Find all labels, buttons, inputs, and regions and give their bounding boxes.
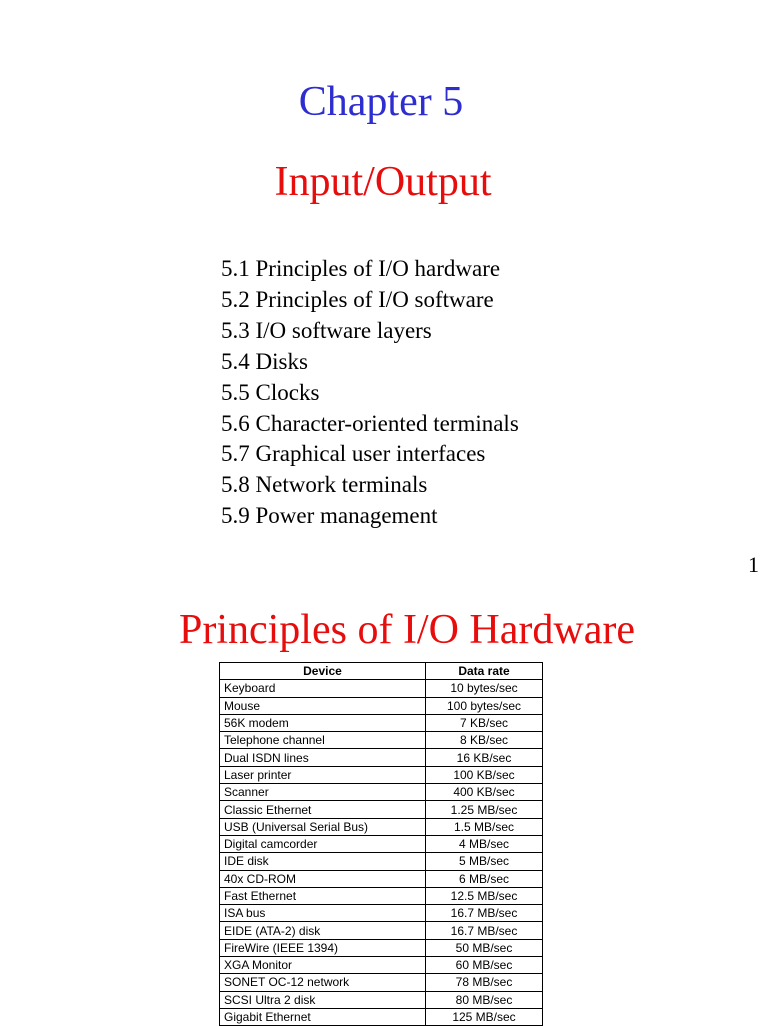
table-row [220,1008,543,1025]
toc-item: 5.3 I/O software layers [221,317,432,343]
device-cell: Dual ISDN lines [220,749,426,766]
rate-cell: 100 KB/sec [426,766,543,783]
device-data-rate-table [219,662,543,1026]
device-cell: 56K modem [220,714,426,731]
table-row [220,749,543,766]
device-cell: SCSI Ultra 2 disk [220,991,426,1008]
table-row [220,766,543,783]
rate-cell: 60 MB/sec [426,957,543,974]
table-row [220,732,543,749]
rate-cell: 12.5 MB/sec [426,887,543,904]
chapter-heading: Chapter 5 [298,79,464,125]
toc-item: 5.2 Principles of I/O software [221,286,494,312]
device-cell: Classic Ethernet [220,801,426,818]
table-row [220,870,543,887]
device-cell: Fast Ethernet [220,887,426,904]
table-row [220,784,543,801]
rate-cell: 16.7 MB/sec [426,905,543,922]
rate-cell: 6 MB/sec [426,870,543,887]
table-row [220,680,543,697]
table-row [220,939,543,956]
device-cell: ISA bus [220,905,426,922]
page-number: 1 [748,552,759,577]
rate-cell: 8 KB/sec [426,732,543,749]
rate-cell: 400 KB/sec [426,784,543,801]
rate-cell: 16 KB/sec [426,749,543,766]
device-cell: IDE disk [220,853,426,870]
table-row [220,801,543,818]
device-cell: Keyboard [220,680,426,697]
table-row [220,714,543,731]
table-row [220,835,543,852]
rate-cell: 5 MB/sec [426,853,543,870]
device-cell: SONET OC-12 network [220,974,426,991]
column-header-data-rate: Data rate [426,663,543,680]
device-cell: Digital camcorder [220,835,426,852]
device-cell: USB (Universal Serial Bus) [220,818,426,835]
device-cell: Telephone channel [220,732,426,749]
column-header-device: Device [220,663,426,680]
table-header-row [220,663,543,680]
device-cell: EIDE (ATA-2) disk [220,922,426,939]
section-title: Principles of I/O Hardware [178,607,635,653]
device-cell: 40x CD-ROM [220,870,426,887]
rate-cell: 80 MB/sec [426,991,543,1008]
table-row [220,853,543,870]
rate-cell: 78 MB/sec [426,974,543,991]
table-row [220,697,543,714]
table-row [220,905,543,922]
rate-cell: 7 KB/sec [426,714,543,731]
rate-cell: 4 MB/sec [426,835,543,852]
table-of-contents [221,254,519,532]
rate-cell: 1.25 MB/sec [426,801,543,818]
table-row [220,887,543,904]
device-cell: Gigabit Ethernet [220,1008,426,1025]
rate-cell: 50 MB/sec [426,939,543,956]
chapter-title: Input/Output [274,159,492,205]
toc-item: 5.1 Principles of I/O hardware [221,256,501,281]
toc-item: 5.6 Character-oriented terminals [221,410,519,436]
rate-cell: 100 bytes/sec [426,697,543,714]
toc-item: 5.8 Network terminals [221,472,428,498]
rate-cell: 16.7 MB/sec [426,922,543,939]
device-cell: Laser printer [220,766,426,783]
rate-cell: 10 bytes/sec [426,680,543,697]
device-cell: Mouse [220,697,426,714]
device-cell: FireWire (IEEE 1394) [220,939,426,956]
toc-item: 5.5 Clocks [221,379,320,405]
table-row [220,957,543,974]
table-row [220,991,543,1008]
table-row [220,974,543,991]
device-cell: Scanner [220,784,426,801]
device-cell: XGA Monitor [220,957,426,974]
table-row [220,818,543,835]
rate-cell: 1.5 MB/sec [426,818,543,835]
rate-cell: 125 MB/sec [426,1008,543,1025]
toc-item: 5.4 Disks [221,348,308,374]
toc-item: 5.7 Graphical user interfaces [221,441,486,467]
table-row [220,922,543,939]
toc-item: 5.9 Power management [221,503,438,529]
